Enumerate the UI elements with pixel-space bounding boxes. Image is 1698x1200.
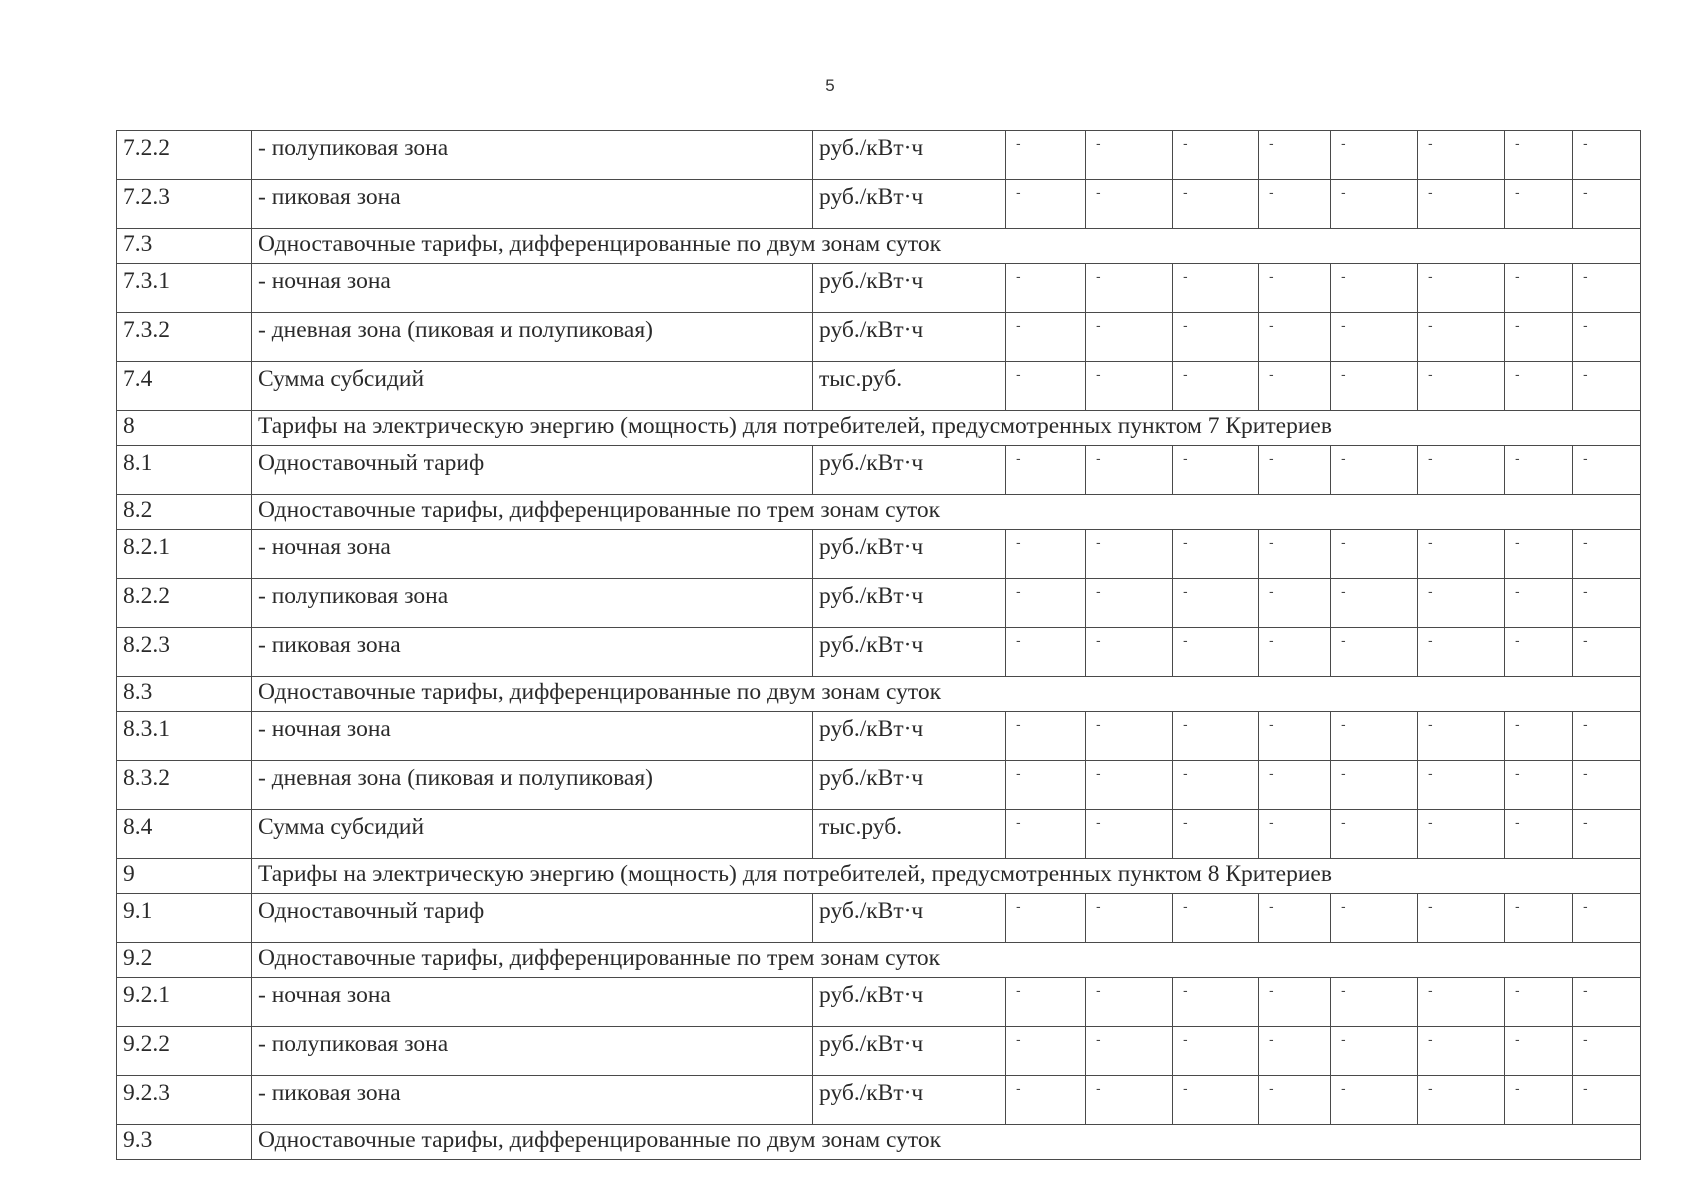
value-cell: -: [1006, 264, 1086, 313]
row-name: - пиковая зона: [252, 628, 813, 677]
table-row: [117, 446, 1641, 495]
value-cell: -: [1505, 530, 1573, 579]
value-cell: -: [1173, 264, 1259, 313]
page-number: 5: [825, 76, 835, 95]
value-cell: -: [1086, 530, 1173, 579]
value-cell: -: [1006, 446, 1086, 495]
row-number: 8.3: [117, 677, 252, 712]
value-cell: -: [1259, 446, 1331, 495]
value-cell: -: [1418, 313, 1505, 362]
row-name: Одноставочный тариф: [252, 446, 813, 495]
row-name: - дневная зона (пиковая и полупиковая): [252, 313, 813, 362]
value-cell: -: [1173, 313, 1259, 362]
section-title: Тарифы на электрическую энергию (мощность) для потребителей, предусмотренных пунктом 7 Критериев: [252, 411, 1641, 446]
section-row: [117, 229, 1641, 264]
table-row: [117, 978, 1641, 1027]
value-cell: -: [1505, 446, 1573, 495]
value-cell: -: [1573, 712, 1641, 761]
row-name: - ночная зона: [252, 264, 813, 313]
value-cell: -: [1418, 579, 1505, 628]
value-cell: -: [1573, 1076, 1641, 1125]
value-cell: -: [1418, 1076, 1505, 1125]
value-cell: -: [1086, 446, 1173, 495]
value-cell: -: [1331, 712, 1418, 761]
value-cell: -: [1331, 810, 1418, 859]
value-cell: -: [1573, 761, 1641, 810]
value-cell: -: [1173, 131, 1259, 180]
value-cell: -: [1259, 712, 1331, 761]
row-name: - полупиковая зона: [252, 1027, 813, 1076]
row-name: - полупиковая зона: [252, 579, 813, 628]
value-cell: -: [1505, 1027, 1573, 1076]
value-cell: -: [1505, 761, 1573, 810]
table-row: [117, 180, 1641, 229]
row-number: 9.2: [117, 943, 252, 978]
value-cell: -: [1505, 978, 1573, 1027]
row-unit: руб./кВт·ч: [813, 712, 1006, 761]
row-number: 8.1: [117, 446, 252, 495]
value-cell: -: [1006, 1076, 1086, 1125]
value-cell: -: [1173, 362, 1259, 411]
value-cell: -: [1006, 810, 1086, 859]
value-cell: -: [1259, 530, 1331, 579]
value-cell: -: [1259, 978, 1331, 1027]
value-cell: -: [1573, 978, 1641, 1027]
value-cell: -: [1505, 264, 1573, 313]
row-number: 8.3.1: [117, 712, 252, 761]
value-cell: -: [1086, 628, 1173, 677]
row-number: 8: [117, 411, 252, 446]
value-cell: -: [1086, 761, 1173, 810]
value-cell: -: [1006, 628, 1086, 677]
row-unit: руб./кВт·ч: [813, 894, 1006, 943]
value-cell: -: [1259, 894, 1331, 943]
row-name: - дневная зона (пиковая и полупиковая): [252, 761, 813, 810]
row-name: - полупиковая зона: [252, 131, 813, 180]
section-title: Одноставочные тарифы, дифференцированные по двум зонам суток: [252, 1125, 1641, 1160]
value-cell: -: [1418, 446, 1505, 495]
row-number: 9: [117, 859, 252, 894]
value-cell: -: [1086, 978, 1173, 1027]
section-title: Одноставочные тарифы, дифференцированные по двум зонам суток: [252, 677, 1641, 712]
value-cell: -: [1331, 579, 1418, 628]
table-row: [117, 264, 1641, 313]
value-cell: -: [1259, 628, 1331, 677]
value-cell: -: [1573, 180, 1641, 229]
table-row: [117, 1076, 1641, 1125]
value-cell: -: [1505, 131, 1573, 180]
value-cell: -: [1173, 978, 1259, 1027]
value-cell: -: [1173, 761, 1259, 810]
value-cell: -: [1006, 1027, 1086, 1076]
value-cell: -: [1006, 362, 1086, 411]
row-number: 7.2.3: [117, 180, 252, 229]
value-cell: -: [1505, 628, 1573, 677]
value-cell: -: [1573, 1027, 1641, 1076]
value-cell: -: [1173, 579, 1259, 628]
value-cell: -: [1006, 761, 1086, 810]
row-number: 9.2.3: [117, 1076, 252, 1125]
value-cell: -: [1331, 1076, 1418, 1125]
value-cell: -: [1173, 180, 1259, 229]
value-cell: -: [1331, 1027, 1418, 1076]
table-row: [117, 362, 1641, 411]
value-cell: -: [1573, 628, 1641, 677]
value-cell: -: [1331, 446, 1418, 495]
table-row: [117, 579, 1641, 628]
row-unit: тыс.руб.: [813, 810, 1006, 859]
value-cell: -: [1418, 894, 1505, 943]
value-cell: -: [1331, 180, 1418, 229]
row-unit: руб./кВт·ч: [813, 628, 1006, 677]
value-cell: -: [1259, 264, 1331, 313]
value-cell: -: [1006, 313, 1086, 362]
row-name: - пиковая зона: [252, 180, 813, 229]
row-number: 9.3: [117, 1125, 252, 1160]
row-number: 7.3.2: [117, 313, 252, 362]
value-cell: -: [1173, 628, 1259, 677]
row-number: 9.2.2: [117, 1027, 252, 1076]
value-cell: -: [1418, 180, 1505, 229]
value-cell: -: [1086, 362, 1173, 411]
value-cell: -: [1505, 894, 1573, 943]
value-cell: -: [1505, 313, 1573, 362]
row-name: - ночная зона: [252, 978, 813, 1027]
value-cell: -: [1418, 810, 1505, 859]
value-cell: -: [1331, 362, 1418, 411]
value-cell: -: [1505, 712, 1573, 761]
value-cell: -: [1418, 131, 1505, 180]
value-cell: -: [1006, 978, 1086, 1027]
value-cell: -: [1418, 978, 1505, 1027]
row-number: 7.3.1: [117, 264, 252, 313]
value-cell: -: [1418, 264, 1505, 313]
value-cell: -: [1086, 1076, 1173, 1125]
value-cell: -: [1331, 894, 1418, 943]
table-row: [117, 1027, 1641, 1076]
table-row: [117, 530, 1641, 579]
section-title: Одноставочные тарифы, дифференцированные по трем зонам суток: [252, 495, 1641, 530]
value-cell: -: [1331, 131, 1418, 180]
value-cell: -: [1418, 761, 1505, 810]
table-row: [117, 131, 1641, 180]
row-unit: тыс.руб.: [813, 362, 1006, 411]
row-number: 7.2.2: [117, 131, 252, 180]
value-cell: -: [1006, 530, 1086, 579]
value-cell: -: [1173, 530, 1259, 579]
section-title: Одноставочные тарифы, дифференцированные по трем зонам суток: [252, 943, 1641, 978]
value-cell: -: [1173, 1027, 1259, 1076]
value-cell: -: [1173, 1076, 1259, 1125]
table-row: [117, 810, 1641, 859]
section-row: [117, 859, 1641, 894]
value-cell: -: [1259, 362, 1331, 411]
value-cell: -: [1418, 1027, 1505, 1076]
value-cell: -: [1173, 712, 1259, 761]
row-number: 8.2: [117, 495, 252, 530]
row-unit: руб./кВт·ч: [813, 1076, 1006, 1125]
row-unit: руб./кВт·ч: [813, 264, 1006, 313]
value-cell: -: [1006, 131, 1086, 180]
tariff-table: [116, 130, 1641, 1160]
value-cell: -: [1573, 131, 1641, 180]
value-cell: -: [1086, 313, 1173, 362]
value-cell: -: [1331, 978, 1418, 1027]
table-row: [117, 894, 1641, 943]
value-cell: -: [1418, 712, 1505, 761]
row-number: 9.2.1: [117, 978, 252, 1027]
section-row: [117, 495, 1641, 530]
row-number: 8.2.3: [117, 628, 252, 677]
value-cell: -: [1086, 180, 1173, 229]
table-row: [117, 761, 1641, 810]
value-cell: -: [1086, 894, 1173, 943]
section-row: [117, 411, 1641, 446]
value-cell: -: [1086, 579, 1173, 628]
row-name: - ночная зона: [252, 712, 813, 761]
value-cell: -: [1259, 761, 1331, 810]
row-name: - ночная зона: [252, 530, 813, 579]
table-row: [117, 628, 1641, 677]
value-cell: -: [1573, 894, 1641, 943]
row-number: 8.2.2: [117, 579, 252, 628]
value-cell: -: [1006, 894, 1086, 943]
row-name: Сумма субсидий: [252, 810, 813, 859]
table-row: [117, 313, 1641, 362]
value-cell: -: [1418, 628, 1505, 677]
row-unit: руб./кВт·ч: [813, 313, 1006, 362]
value-cell: -: [1418, 530, 1505, 579]
value-cell: -: [1505, 1076, 1573, 1125]
row-unit: руб./кВт·ч: [813, 1027, 1006, 1076]
value-cell: -: [1259, 131, 1331, 180]
value-cell: -: [1573, 810, 1641, 859]
value-cell: -: [1331, 761, 1418, 810]
row-number: 8.2.1: [117, 530, 252, 579]
table-row: [117, 712, 1641, 761]
row-unit: руб./кВт·ч: [813, 180, 1006, 229]
row-unit: руб./кВт·ч: [813, 978, 1006, 1027]
row-unit: руб./кВт·ч: [813, 446, 1006, 495]
value-cell: -: [1331, 313, 1418, 362]
value-cell: -: [1173, 446, 1259, 495]
value-cell: -: [1006, 180, 1086, 229]
value-cell: -: [1573, 264, 1641, 313]
row-number: 8.3.2: [117, 761, 252, 810]
value-cell: -: [1573, 446, 1641, 495]
section-title: Одноставочные тарифы, дифференцированные по двум зонам суток: [252, 229, 1641, 264]
value-cell: -: [1259, 1076, 1331, 1125]
row-unit: руб./кВт·ч: [813, 131, 1006, 180]
row-name: - пиковая зона: [252, 1076, 813, 1125]
value-cell: -: [1259, 579, 1331, 628]
value-cell: -: [1331, 264, 1418, 313]
row-number: 8.4: [117, 810, 252, 859]
value-cell: -: [1259, 180, 1331, 229]
value-cell: -: [1505, 180, 1573, 229]
section-row: [117, 1125, 1641, 1160]
value-cell: -: [1573, 530, 1641, 579]
value-cell: -: [1086, 264, 1173, 313]
value-cell: -: [1086, 1027, 1173, 1076]
section-row: [117, 943, 1641, 978]
value-cell: -: [1259, 313, 1331, 362]
row-unit: руб./кВт·ч: [813, 530, 1006, 579]
value-cell: -: [1173, 810, 1259, 859]
value-cell: -: [1006, 579, 1086, 628]
value-cell: -: [1505, 362, 1573, 411]
section-title: Тарифы на электрическую энергию (мощность) для потребителей, предусмотренных пунктом 8 Критериев: [252, 859, 1641, 894]
value-cell: -: [1006, 712, 1086, 761]
value-cell: -: [1086, 712, 1173, 761]
value-cell: -: [1173, 894, 1259, 943]
value-cell: -: [1418, 362, 1505, 411]
value-cell: -: [1259, 1027, 1331, 1076]
row-number: 7.4: [117, 362, 252, 411]
value-cell: -: [1573, 579, 1641, 628]
row-name: Одноставочный тариф: [252, 894, 813, 943]
value-cell: -: [1573, 362, 1641, 411]
value-cell: -: [1259, 810, 1331, 859]
value-cell: -: [1331, 530, 1418, 579]
value-cell: -: [1505, 579, 1573, 628]
value-cell: -: [1505, 810, 1573, 859]
value-cell: -: [1086, 810, 1173, 859]
row-unit: руб./кВт·ч: [813, 761, 1006, 810]
value-cell: -: [1573, 313, 1641, 362]
row-number: 9.1: [117, 894, 252, 943]
value-cell: -: [1331, 628, 1418, 677]
value-cell: -: [1086, 131, 1173, 180]
section-row: [117, 677, 1641, 712]
row-name: Сумма субсидий: [252, 362, 813, 411]
row-unit: руб./кВт·ч: [813, 579, 1006, 628]
row-number: 7.3: [117, 229, 252, 264]
